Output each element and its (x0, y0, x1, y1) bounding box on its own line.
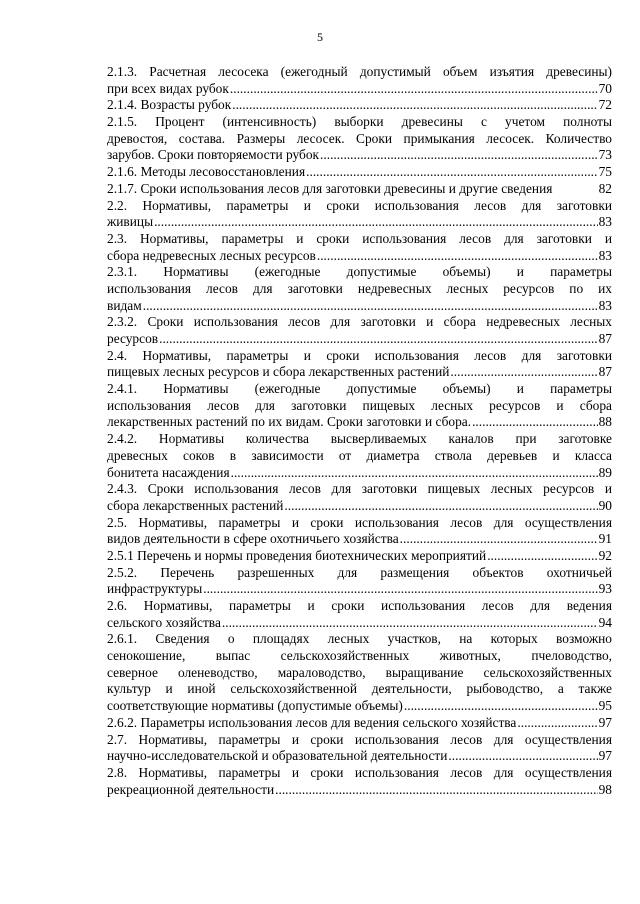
toc-entry[interactable] (107, 598, 612, 631)
toc-entry-line: 2.1.3. Расчетная лесосека (ежегодный допустимый объем изъятия древесины) (107, 64, 612, 79)
toc-leader-dots (154, 214, 598, 231)
toc-page-number: 75 (598, 164, 612, 180)
toc-entry-last-line (107, 548, 612, 565)
toc-page-number: 83 (598, 214, 612, 230)
toc-page-number: 83 (598, 247, 612, 263)
toc-entry-last-line (107, 698, 612, 715)
toc-entry-last-line (107, 331, 612, 348)
toc-entry[interactable] (107, 348, 612, 381)
toc-entry-line: использования лесов для заготовки недревесных лесных ресурсов по их (107, 280, 612, 296)
toc-entry-title: видов деятельности в сфере охотничьего хозяйства (107, 531, 399, 547)
toc-entry-title: сбора лекарственных растений (107, 497, 284, 513)
toc-entry-title: соответствующие нормативы (допустимые объемы) (107, 698, 403, 714)
toc-entry[interactable] (107, 97, 612, 114)
toc-entry[interactable] (107, 381, 612, 431)
toc-entry[interactable] (107, 565, 612, 598)
toc-entry-last-line (107, 164, 612, 181)
toc-entry-last-line (107, 531, 612, 548)
toc-page-number: 92 (598, 547, 612, 563)
toc-page-number: 83 (598, 297, 612, 313)
toc-page-number: 87 (598, 364, 612, 380)
toc-leader-dots (284, 498, 597, 515)
toc-entry-line: 2.2. Нормативы, параметры и сроки использования лесов для заготовки (107, 197, 612, 213)
toc-entry-title: лекарственных растений по их видам. Сроки заготовки и сбора. (107, 414, 472, 430)
toc-leader-dots (222, 615, 598, 632)
toc-entry-line: 2.4.2. Нормативы количества высверливаемых каналов при заготовке (107, 431, 612, 447)
toc-entry-title: 2.1.6. Методы лесовосстановления (107, 164, 306, 180)
toc-entry[interactable] (107, 231, 612, 264)
toc-entry-last-line (107, 364, 612, 381)
toc-entry[interactable] (107, 181, 612, 198)
toc-entry-line: 2.5.2. Перечень разрешенных для размещения объектов охотничьей (107, 564, 612, 580)
toc-entry-last-line (107, 782, 612, 799)
toc-entry-line: культур и иной сельскохозяйственной деятельности, рыбоводство, а также (107, 681, 612, 697)
toc-entry-title: живицы (107, 214, 154, 230)
toc-entry-title: бонитета насаждения (107, 464, 230, 480)
toc-entry-line: 2.4. Нормативы, параметры и сроки использования лесов для заготовки (107, 347, 612, 363)
toc-leader-dots (232, 97, 597, 114)
toc-leader-dots (231, 465, 598, 482)
toc-entry-line: 2.6. Нормативы, параметры и сроки использования лесов для ведения (107, 598, 612, 613)
toc-page-number: 95 (598, 698, 612, 714)
toc-entry-line: северное оленеводство, мараловодство, выращивание сельскохозяйственных (107, 664, 612, 680)
toc-entry-line: 2.1.5. Процент (интенсивность) выборки древесины с учетом полноты (107, 114, 612, 130)
toc-entry[interactable] (107, 548, 612, 565)
toc-page-number: 97 (598, 714, 612, 730)
toc-entry[interactable] (107, 715, 612, 732)
toc-entry-last-line (107, 147, 612, 164)
toc-entry-line: 2.3. Нормативы, параметры и сроки использования лесов для заготовки и (107, 230, 612, 246)
toc-entry[interactable] (107, 481, 612, 514)
toc-entry-title: инфраструктуры (107, 581, 203, 597)
toc-entry-line: 2.4.3. Сроки использования лесов для заготовки пищевых лесных ресурсов и (107, 481, 612, 497)
toc-entry[interactable] (107, 64, 612, 97)
toc-entry-last-line (107, 298, 612, 315)
toc-entry-title: 2.6.2. Параметры использования лесов для ведения сельского хозяйства (107, 714, 517, 730)
toc-leader-dots (487, 548, 597, 565)
toc-entry-title: пищевых лесных ресурсов и сбора лекарственных растений (107, 364, 450, 380)
toc-leader-dots (159, 331, 598, 348)
toc-entry-last-line (107, 248, 612, 265)
toc-entry-last-line (107, 498, 612, 515)
toc-entry-line: 2.6.1. Сведения о площадях лесных участков, на которых возможно (107, 631, 612, 647)
toc-entry-line: 2.3.1. Нормативы (ежегодные допустимые объемы) и параметры (107, 264, 612, 280)
toc-entry-title: 2.1.4. Возрасты рубок (107, 97, 232, 113)
toc-page-number: 72 (598, 97, 612, 113)
toc-entry-title: зарубов. Сроки повторяемости рубок (107, 147, 320, 163)
toc-entry[interactable] (107, 631, 612, 714)
toc-entry-title: при всех видах рубок (107, 80, 229, 96)
toc-entry-title: ресурсов (107, 331, 159, 346)
toc-leader-dots (450, 364, 597, 381)
toc-entry-last-line (107, 615, 612, 632)
toc-page-number: 87 (598, 331, 612, 346)
toc-entry-title: 2.5.1 Перечень и нормы проведения биотехнических мероприятий (107, 547, 487, 563)
toc-leader-dots (275, 782, 597, 799)
toc-entry[interactable] (107, 114, 612, 164)
toc-entry[interactable] (107, 765, 612, 798)
toc-page-number: 89 (598, 464, 612, 480)
toc-page-number: 98 (598, 781, 612, 797)
toc-entry-title: 2.1.7. Сроки использования лесов для заготовки древесины и другие сведения (107, 180, 553, 196)
toc-entry-last-line (107, 465, 612, 482)
toc-entry-line: 2.3.2. Сроки использования лесов для заготовки и сбора недревесных лесных (107, 314, 612, 330)
toc-leader-dots (517, 715, 597, 732)
toc-entry-title: рекреационной деятельности (107, 781, 275, 797)
toc-leader-dots (400, 531, 598, 548)
toc-page-number: 91 (598, 531, 612, 547)
toc-leader-dots (230, 81, 598, 98)
toc-leader-dots (472, 414, 598, 431)
toc-entry-last-line (107, 214, 612, 231)
toc-entry-title: сельского хозяйства (107, 614, 221, 630)
toc-leader-dots (317, 248, 598, 265)
toc-entry-line: древесных соков в зависимости от диаметра ствола деревьев и класса (107, 447, 612, 463)
toc-entry-last-line (107, 715, 612, 732)
toc-entry[interactable] (107, 198, 612, 231)
toc-page-number: 97 (598, 748, 612, 764)
toc-entry[interactable] (107, 431, 612, 481)
toc-page-number: 88 (598, 414, 612, 430)
toc-leader-dots (306, 164, 597, 181)
toc-entry-line: 2.5. Нормативы, параметры и сроки использования лесов для осуществления (107, 514, 612, 530)
toc-page-number: 82 (598, 180, 612, 196)
toc-entry-title: видам (107, 297, 142, 313)
toc-entry-line: 2.4.1. Нормативы (ежегодные допустимые объемы) и параметры (107, 381, 612, 397)
table-of-contents (107, 64, 612, 798)
toc-entry-last-line (107, 581, 612, 598)
toc-entry[interactable] (107, 515, 612, 548)
toc-entry[interactable] (107, 314, 612, 347)
toc-leader-dots (203, 581, 597, 598)
toc-leader-dots (143, 298, 598, 315)
toc-page-number: 90 (598, 497, 612, 513)
toc-entry-title: сбора недревесных лесных ресурсов (107, 247, 316, 263)
toc-entry-line: сенокошение, выпас сельскохозяйственных животных, пчеловодство, (107, 648, 612, 664)
toc-leader-dots (320, 147, 598, 164)
toc-page-number: 73 (598, 147, 612, 163)
toc-page-number: 94 (598, 614, 612, 630)
toc-entry-last-line (107, 81, 612, 98)
toc-page-number: 93 (598, 581, 612, 597)
toc-entry[interactable] (107, 732, 612, 765)
toc-entry-last-line (107, 181, 612, 198)
toc-entry-line: использования лесов для заготовки пищевых лесных ресурсов и сбора (107, 397, 612, 413)
page-number: 5 (317, 30, 323, 44)
toc-entry-last-line (107, 97, 612, 114)
toc-entry-last-line (107, 414, 612, 431)
toc-entry[interactable] (107, 164, 612, 181)
toc-entry-last-line (107, 748, 612, 765)
toc-page-number: 70 (598, 80, 612, 96)
toc-entry-line: древостоя, состава. Размеры лесосек. Сроки примыкания лесосек. Количество (107, 130, 612, 146)
toc-leader-dots (404, 698, 598, 715)
toc-entry-line: 2.7. Нормативы, параметры и сроки использования лесов для осуществления (107, 731, 612, 747)
toc-entry-line: 2.8. Нормативы, параметры и сроки использования лесов для осуществления (107, 764, 612, 780)
toc-leader-dots (448, 748, 597, 765)
toc-entry-title: научно-исследовательской и образовательной деятельности (107, 748, 448, 764)
toc-entry[interactable] (107, 264, 612, 314)
